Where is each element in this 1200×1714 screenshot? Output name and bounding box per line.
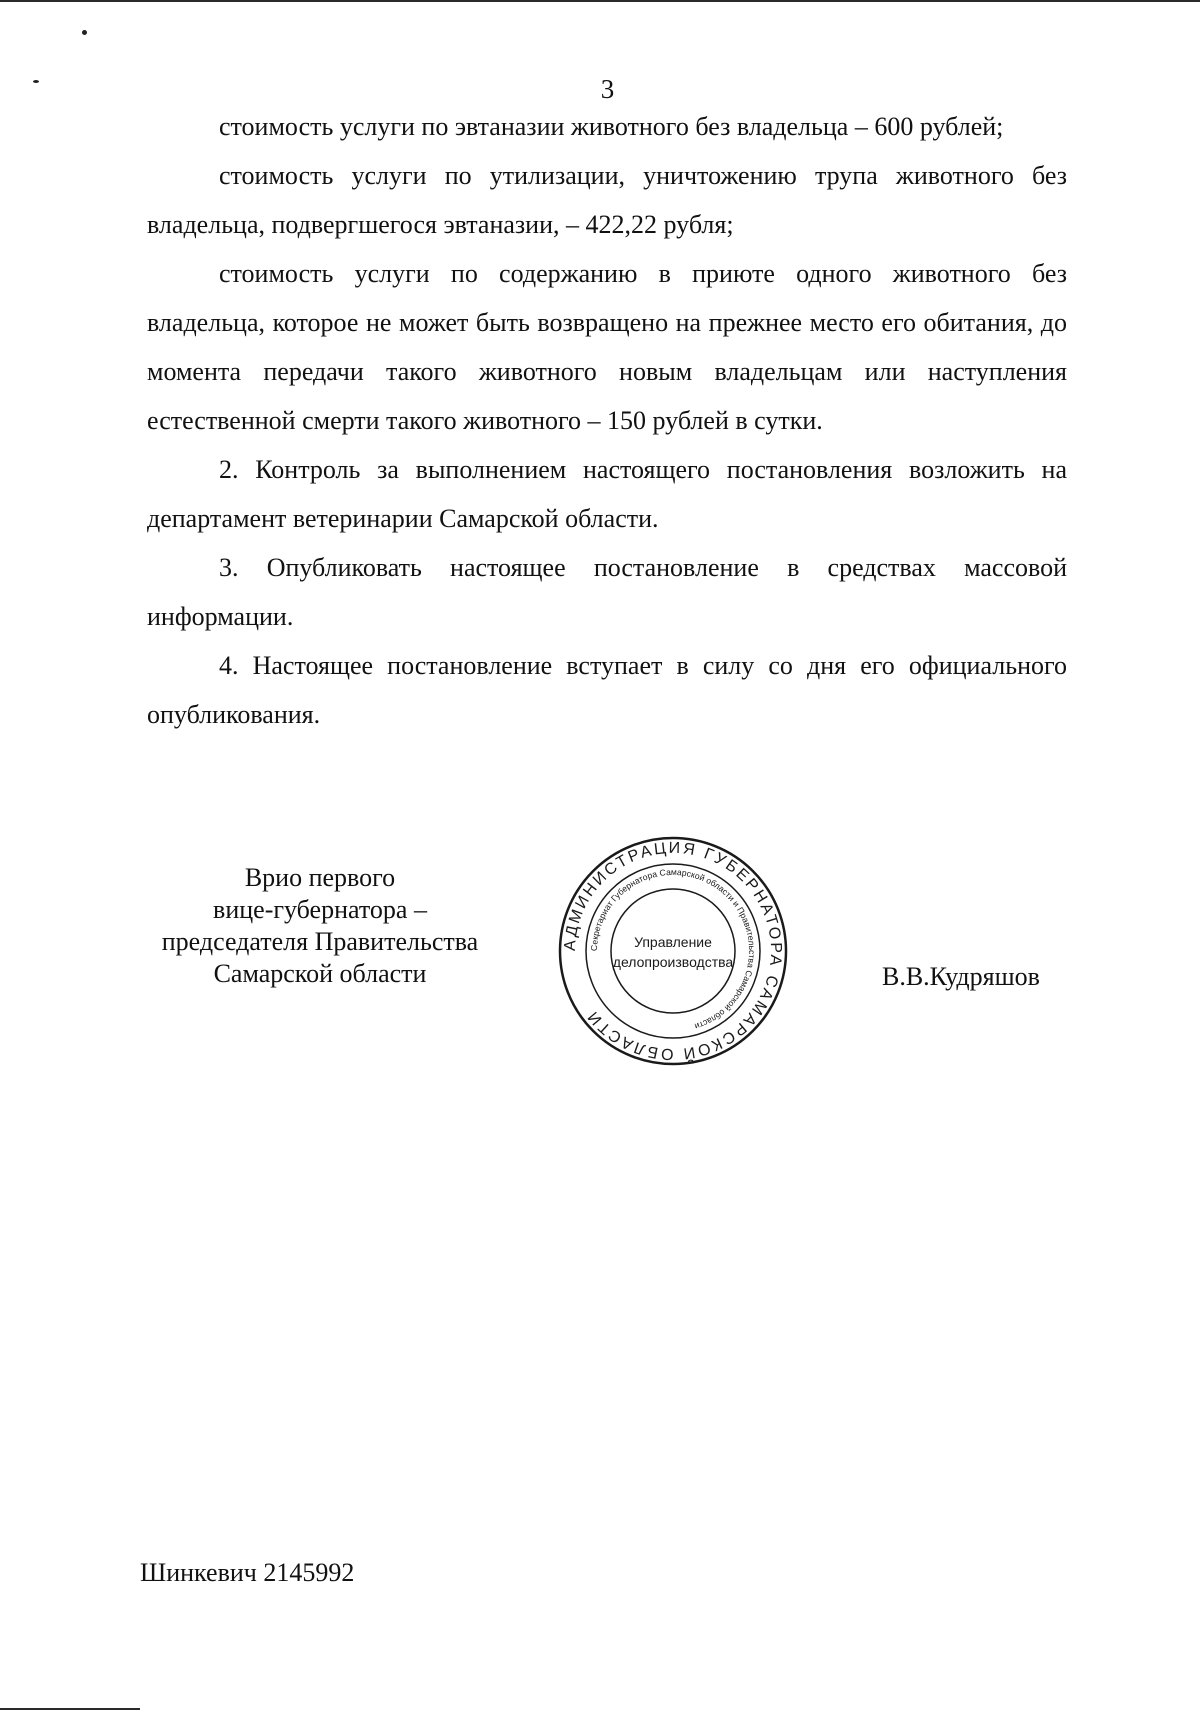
paragraph-disposal-cost: стоимость услуги по утилизации, уничтожению трупа животного без владельца, подвергшегося эвтаназии, – 422,22 рубля; bbox=[147, 161, 1067, 239]
stamp-outer-text: АДМИНИСТРАЦИЯ ГУБЕРНАТОРА САМАРСКОЙ ОБЛАСТИ bbox=[561, 839, 785, 1063]
signatory-position-line: Самарской области bbox=[213, 959, 427, 988]
page-number: 3 bbox=[600, 74, 615, 104]
signatory-position bbox=[140, 862, 500, 990]
stamp-center-line-1: Управление bbox=[634, 934, 712, 950]
scan-bottom-edge-line bbox=[0, 1708, 140, 1710]
stamp-center-line-2: делопроизводства bbox=[612, 954, 734, 970]
signatory-position-line: Врио первого bbox=[244, 863, 396, 892]
paragraph-effective-date: 4. Настоящее постановление вступает в силу со дня его официального опубликования. bbox=[147, 651, 1067, 729]
stamp-inner-ring bbox=[611, 889, 735, 1013]
scan-top-edge-line bbox=[0, 0, 1200, 2]
stamp-inner-text: Секретариат Губернатора Самарской области и Правительства Самарской области bbox=[588, 866, 758, 1032]
paragraph-control: 2. Контроль за выполнением настоящего постановления возложить на департамент ветеринарии Самарской области. bbox=[147, 455, 1067, 533]
signatory-name: В.В.Кудряшов bbox=[882, 962, 1040, 991]
signatory-position-line: вице-губернатора – bbox=[213, 895, 427, 924]
signatory-position-line: председателя Правительства bbox=[161, 927, 479, 956]
document-body bbox=[147, 102, 1067, 739]
stamp-middle-ring bbox=[586, 864, 760, 1038]
executor-contact: Шинкевич 2145992 bbox=[140, 1558, 355, 1587]
paragraph-shelter-cost: стоимость услуги по содержанию в приюте одного животного без владельца, которое не может быть возвращено на прежнее место его обитания, до момента передачи такого животного новым владельцам или наступления естественной смерти такого животного – 150 рублей в сутки. bbox=[147, 259, 1067, 435]
scan-speck bbox=[82, 30, 87, 35]
paragraph-publication: 3. Опубликовать настоящее постановление в средствах массовой информации. bbox=[147, 553, 1067, 631]
paragraph-euthanasia-cost: стоимость услуги по эвтаназии животного без владельца – 600 рублей; bbox=[219, 112, 1004, 141]
official-stamp bbox=[557, 835, 789, 1067]
